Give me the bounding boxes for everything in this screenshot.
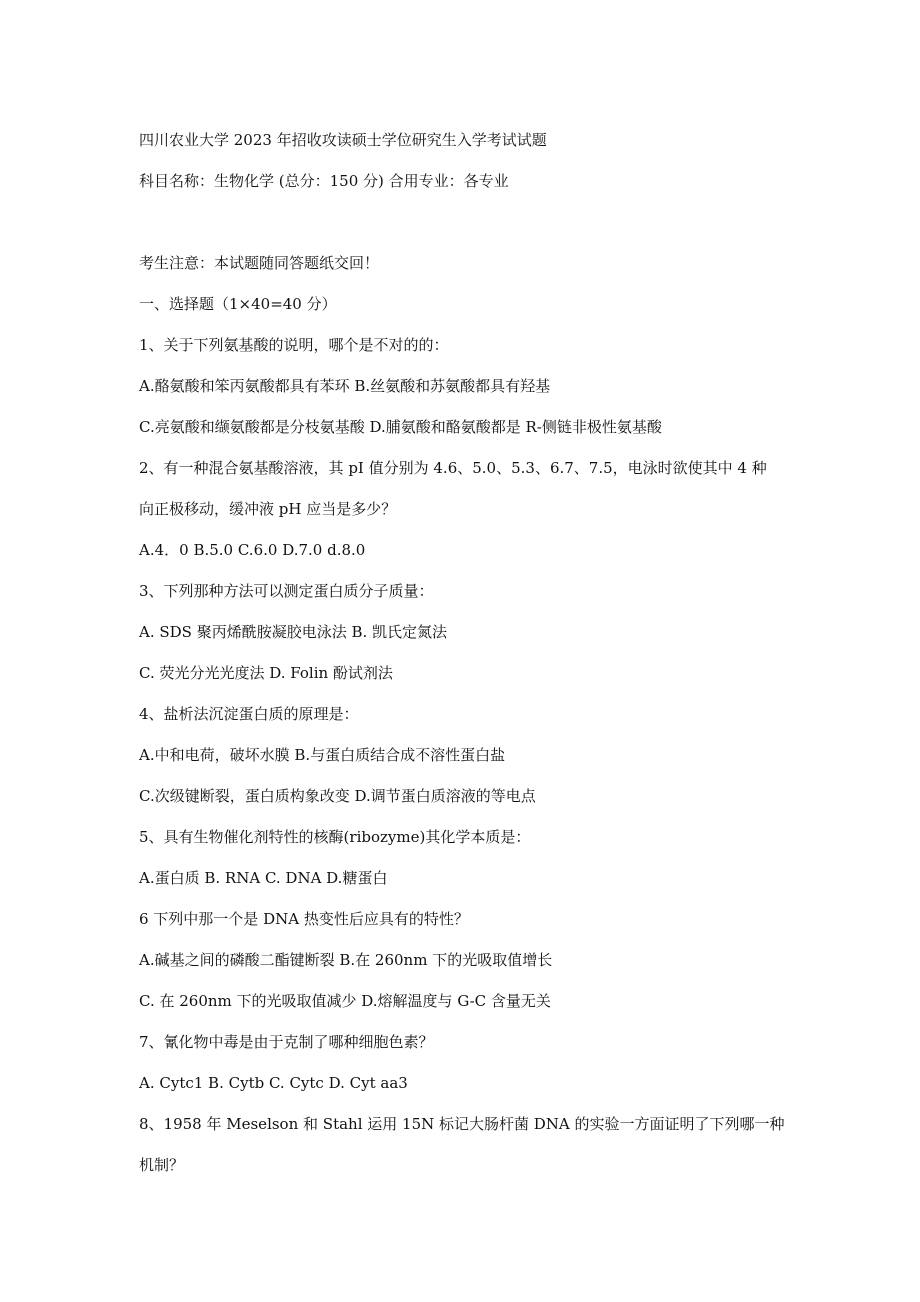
question-stem: 6 下列中那一个是 DNA 热变性后应具有的特性？: [139, 910, 469, 928]
subject-line: 科目名称：生物化学 (总分：150 分) 合用专业：各专业: [139, 172, 509, 190]
question-option: A.蛋白质 B. RNA C. DNA D.糖蛋白: [139, 869, 388, 887]
exam-title: 四川农业大学 2023 年招收攻读硕士学位研究生入学考试试题: [139, 131, 547, 149]
question-stem: 4、盐析法沉淀蛋白质的原理是：: [139, 705, 359, 723]
question-stem: 2、有一种混合氨基酸溶液，其 pI 值分别为 4.6、5.0、5.3、6.7、7.5，电泳时欲使其中 4 种: [139, 459, 767, 477]
question-stem: 1、关于下列氨基酸的说明，哪个是不对的的：: [139, 336, 449, 354]
question-stem: 7、氰化物中毒是由于克制了哪种细胞色素？: [139, 1033, 434, 1051]
question-stem: 向正极移动，缓冲液 pH 应当是多少？: [139, 500, 397, 518]
notice: 考生注意：本试题随同答题纸交回！: [139, 254, 380, 272]
question-option: A.碱基之间的磷酸二酯键断裂 B.在 260nm 下的光吸取值增长: [139, 951, 553, 969]
question-option: C.次级键断裂，蛋白质构象改变 D.调节蛋白质溶液的等电点: [139, 787, 536, 805]
spacer: [139, 202, 789, 243]
question-option: A.中和电荷，破坏水膜 B.与蛋白质结合成不溶性蛋白盐: [139, 746, 506, 764]
question-option: A.酪氨酸和笨丙氨酸都具有苯环 B.丝氨酸和苏氨酸都具有羟基: [139, 377, 551, 395]
question-option: C.亮氨酸和缬氨酸都是分枝氨基酸 D.脯氨酸和酪氨酸都是 R-侧链非极性氨基酸: [139, 418, 662, 436]
question-option: A.4．0 B.5.0 C.6.0 D.7.0 d.8.0: [139, 541, 366, 559]
question-option: C. 在 260nm 下的光吸取值减少 D.熔解温度与 G-C 含量无关: [139, 992, 551, 1010]
question-stem: 5、具有生物催化剂特性的核酶(ribozyme)其化学本质是：: [139, 828, 531, 846]
question-stem: 3、下列那种方法可以测定蛋白质分子质量：: [139, 582, 434, 600]
question-option: A. SDS 聚丙烯酰胺凝胶电泳法 B. 凯氏定氮法: [139, 623, 448, 641]
question-stem: 8、1958 年 Meselson 和 Stahl 运用 15N 标记大肠杆菌 DNA 的实验一方面证明了下列哪一种: [139, 1115, 785, 1133]
question-option: A. Cytc1 B. Cytb C. Cytc D. Cyt aa3: [139, 1074, 408, 1092]
question-option: C. 荧光分光光度法 D. Folin 酚试剂法: [139, 664, 393, 682]
section-title: 一、选择题（1×40=40 分）: [139, 295, 337, 313]
question-stem: 机制？: [139, 1156, 185, 1174]
exam-page: [139, 120, 789, 1186]
